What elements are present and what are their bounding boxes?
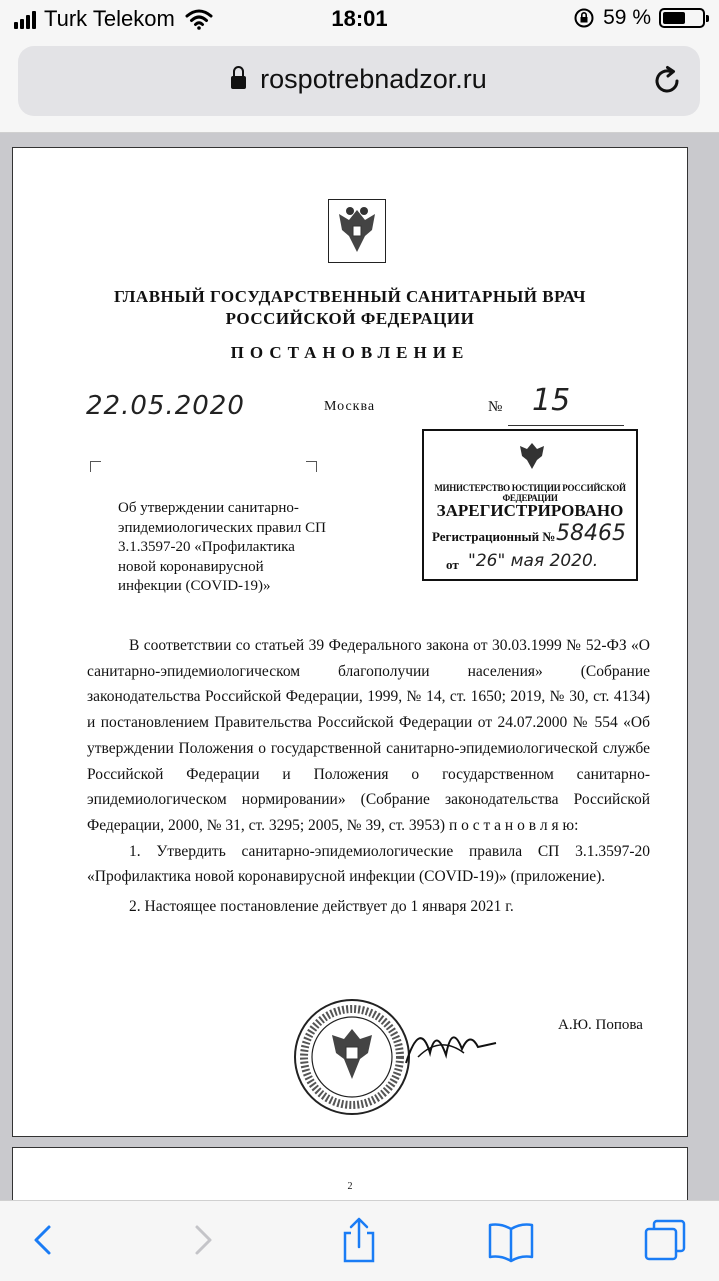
stamp-reg-number: 58465 (556, 521, 626, 546)
stamp-emblem-icon (514, 437, 550, 473)
status-time: 18:01 (331, 6, 388, 31)
preamble-paragraph: В соответствии со статьей 39 Федерального закона от 30.03.1999 № 52-ФЗ «О санитарно-эпидемиологическом благополучии населения» (Собрание законодательства Российской Федерации, 1999, № 14, ст. 1650; 2019, № 30, ст. 4134) и постановлением Правительства Российской Федерации от 24.07.2000 № 554 «Об утверждении Положения о государственной санитарно-эпидемиологической службе Российской Федерации и Положения о государственном санитарно-эпидемиологическом нормировании» (Собрание законодательства Российской Федерации, 2000, № 31, ст. 3295; 2005, № 39, ст. 3953) п о с т а н о в л я ю: (87, 637, 650, 834)
resolution-item-1: 1. Утвердить санитарно-эпидемиологические правила СП 3.1.3597-20 «Профилактика новой коронавирусной инфекции (COVID-19)» (приложение). (87, 842, 650, 886)
tabs-icon[interactable] (640, 1215, 690, 1265)
url-display[interactable] (18, 64, 700, 95)
document-page-2 (12, 1147, 688, 1200)
registration-stamp (422, 429, 638, 581)
header-line-1: ГЛАВНЫЙ ГОСУДАРСТВЕННЫЙ САНИТАРНЫЙ ВРАЧ (114, 287, 586, 306)
number-label: № (488, 399, 503, 415)
status-right (573, 6, 705, 30)
forward-icon[interactable] (178, 1215, 228, 1265)
status-bar (0, 0, 719, 40)
resolution-item-2: 2. Настоящее постановление действует до 1 января 2021 г. (129, 898, 514, 916)
document-page-1 (12, 147, 688, 1137)
document-type: ПОСТАНОВЛЕНИЕ (230, 343, 470, 362)
document-date: 22.05.2020 (86, 391, 245, 421)
lock-icon (231, 76, 246, 89)
reload-icon[interactable] (650, 64, 684, 98)
battery-percent: 59 % (603, 6, 651, 29)
web-content[interactable] (0, 133, 719, 1200)
back-icon[interactable] (18, 1215, 68, 1265)
official-seal-icon (292, 997, 412, 1117)
title-bracket-left (90, 461, 101, 472)
carrier-name: Turk Telekom (44, 6, 175, 31)
stamp-reg-number-label: Регистрационный № (432, 529, 556, 544)
document-city: Москва (324, 399, 376, 414)
coat-of-arms-icon (328, 199, 386, 263)
document-title: Об утверждении санитарно-эпидемиологических правил СП 3.1.3597-20 «Профилактика новой коронавирусной инфекции (COVID-19)» (118, 500, 326, 594)
stamp-date-label: от (446, 557, 459, 572)
signer-name: А.Ю. Попова (558, 1017, 643, 1033)
stamp-date: "26" мая 2020. (468, 551, 599, 571)
orientation-lock-icon (573, 7, 595, 29)
document-body (87, 633, 650, 920)
stamp-ministry: МИНИСТЕРСТВО ЮСТИЦИИ РОССИЙСКОЙ ФЕДЕРАЦИИ (434, 483, 626, 503)
page-number: 2 (347, 1181, 353, 1192)
browser-top-bar (0, 40, 719, 133)
share-icon[interactable] (334, 1215, 384, 1265)
stamp-registered: ЗАРЕГИСТРИРОВАНО (436, 501, 624, 520)
bookmarks-icon[interactable] (486, 1215, 536, 1265)
title-bracket-right (306, 461, 317, 472)
url-text: rospotrebnadzor.ru (260, 64, 487, 94)
address-bar[interactable] (18, 46, 700, 116)
number-underline (508, 425, 624, 426)
signature-icon (400, 1013, 500, 1073)
document-number: 15 (532, 383, 571, 418)
header-line-2: РОССИЙСКОЙ ФЕДЕРАЦИИ (225, 309, 475, 328)
battery-fill (663, 12, 685, 24)
browser-toolbar (0, 1200, 719, 1281)
battery-icon (659, 8, 705, 28)
